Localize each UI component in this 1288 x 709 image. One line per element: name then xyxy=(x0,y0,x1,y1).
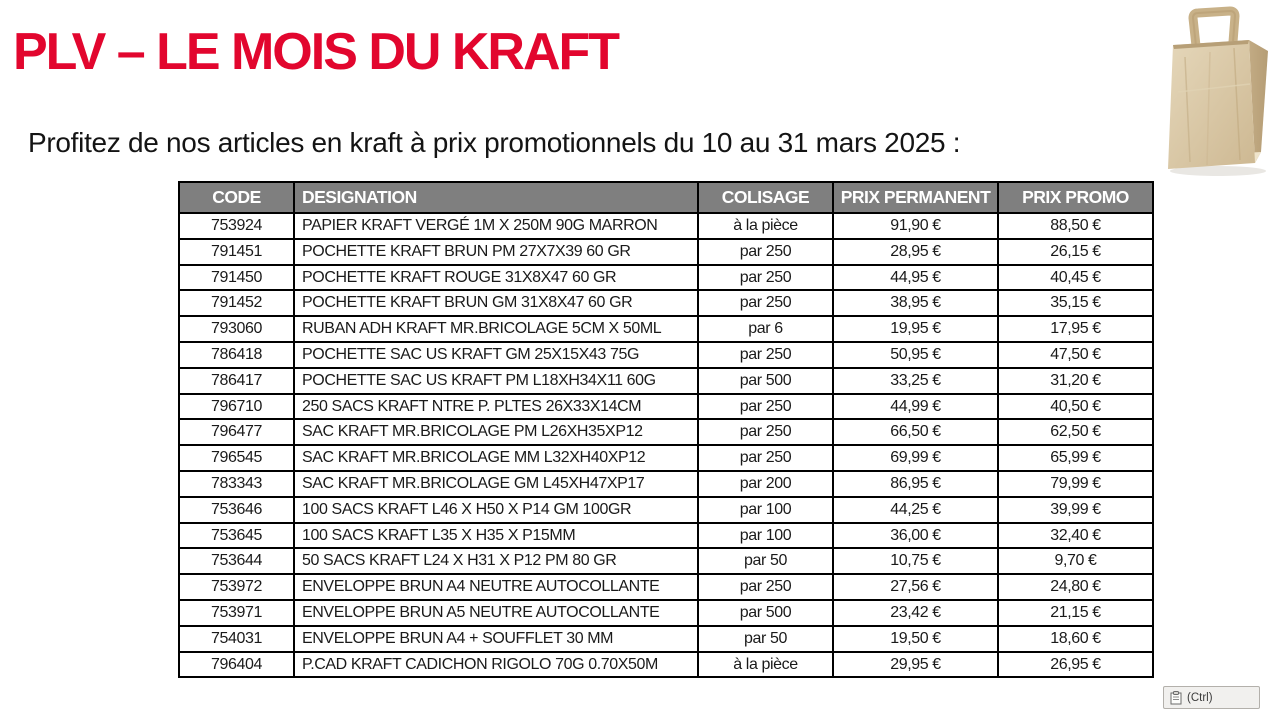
table-row xyxy=(179,239,1153,265)
cell-colisage: par 250 xyxy=(698,265,833,291)
cell-prix-promo: 40,50 € xyxy=(998,394,1153,420)
cell-prix-promo: 39,99 € xyxy=(998,497,1153,523)
cell-designation: PAPIER KRAFT VERGÉ 1M X 250M 90G MARRON xyxy=(294,213,698,239)
cell-colisage: par 250 xyxy=(698,574,833,600)
cell-prix-permanent: 50,95 € xyxy=(833,342,998,368)
table-row xyxy=(179,626,1153,652)
cell-prix-permanent: 28,95 € xyxy=(833,239,998,265)
cell-code: 753971 xyxy=(179,600,294,626)
price-table xyxy=(178,181,1154,678)
table-row xyxy=(179,290,1153,316)
cell-prix-promo: 21,15 € xyxy=(998,600,1153,626)
cell-code: 753646 xyxy=(179,497,294,523)
kraft-bag-image xyxy=(1150,2,1288,178)
table-row xyxy=(179,574,1153,600)
cell-designation: 50 SACS KRAFT L24 X H31 X P12 PM 80 GR xyxy=(294,548,698,574)
cell-designation: 100 SACS KRAFT L46 X H50 X P14 GM 100GR xyxy=(294,497,698,523)
cell-designation: RUBAN ADH KRAFT MR.BRICOLAGE 5CM X 50ML xyxy=(294,316,698,342)
cell-prix-permanent: 19,95 € xyxy=(833,316,998,342)
cell-prix-permanent: 29,95 € xyxy=(833,652,998,678)
cell-designation: ENVELOPPE BRUN A4 + SOUFFLET 30 MM xyxy=(294,626,698,652)
table-row xyxy=(179,652,1153,678)
cell-colisage: par 500 xyxy=(698,600,833,626)
cell-designation: ENVELOPPE BRUN A4 NEUTRE AUTOCOLLANTE xyxy=(294,574,698,600)
cell-prix-promo: 65,99 € xyxy=(998,445,1153,471)
cell-prix-permanent: 44,25 € xyxy=(833,497,998,523)
cell-colisage: par 250 xyxy=(698,239,833,265)
cell-prix-promo: 88,50 € xyxy=(998,213,1153,239)
table-row xyxy=(179,445,1153,471)
paste-options-button[interactable] xyxy=(1163,686,1260,709)
cell-prix-promo: 47,50 € xyxy=(998,342,1153,368)
cell-prix-permanent: 86,95 € xyxy=(833,471,998,497)
column-header-prix-permanent: PRIX PERMANENT xyxy=(833,182,998,213)
cell-code: 753924 xyxy=(179,213,294,239)
cell-code: 786418 xyxy=(179,342,294,368)
cell-prix-promo: 24,80 € xyxy=(998,574,1153,600)
cell-colisage: par 6 xyxy=(698,316,833,342)
cell-code: 791450 xyxy=(179,265,294,291)
cell-designation: ENVELOPPE BRUN A5 NEUTRE AUTOCOLLANTE xyxy=(294,600,698,626)
cell-code: 796545 xyxy=(179,445,294,471)
kraft-bag-graphic xyxy=(1150,2,1288,178)
cell-prix-promo: 18,60 € xyxy=(998,626,1153,652)
cell-prix-permanent: 33,25 € xyxy=(833,368,998,394)
table-row xyxy=(179,419,1153,445)
cell-designation: SAC KRAFT MR.BRICOLAGE GM L45XH47XP17 xyxy=(294,471,698,497)
cell-code: 786417 xyxy=(179,368,294,394)
cell-code: 753972 xyxy=(179,574,294,600)
table-row xyxy=(179,548,1153,574)
cell-designation: 100 SACS KRAFT L35 X H35 X P15MM xyxy=(294,523,698,549)
cell-code: 796477 xyxy=(179,419,294,445)
column-header-code: CODE xyxy=(179,182,294,213)
cell-code: 791452 xyxy=(179,290,294,316)
cell-designation: P.CAD KRAFT CADICHON RIGOLO 70G 0.70X50M xyxy=(294,652,698,678)
cell-designation: 250 SACS KRAFT NTRE P. PLTES 26X33X14CM xyxy=(294,394,698,420)
table-row xyxy=(179,342,1153,368)
cell-prix-promo: 17,95 € xyxy=(998,316,1153,342)
table-row xyxy=(179,471,1153,497)
table-row xyxy=(179,600,1153,626)
cell-designation: SAC KRAFT MR.BRICOLAGE MM L32XH40XP12 xyxy=(294,445,698,471)
cell-code: 753644 xyxy=(179,548,294,574)
cell-colisage: à la pièce xyxy=(698,652,833,678)
cell-code: 783343 xyxy=(179,471,294,497)
cell-prix-permanent: 36,00 € xyxy=(833,523,998,549)
cell-colisage: par 200 xyxy=(698,471,833,497)
cell-prix-permanent: 69,99 € xyxy=(833,445,998,471)
cell-code: 753645 xyxy=(179,523,294,549)
cell-colisage: par 250 xyxy=(698,394,833,420)
table-row xyxy=(179,265,1153,291)
cell-colisage: à la pièce xyxy=(698,213,833,239)
cell-prix-promo: 26,15 € xyxy=(998,239,1153,265)
cell-prix-permanent: 91,90 € xyxy=(833,213,998,239)
cell-colisage: par 250 xyxy=(698,342,833,368)
column-header-designation: DESIGNATION xyxy=(294,182,698,213)
column-header-prix-promo: PRIX PROMO xyxy=(998,182,1153,213)
table-row xyxy=(179,316,1153,342)
cell-code: 791451 xyxy=(179,239,294,265)
cell-prix-promo: 40,45 € xyxy=(998,265,1153,291)
cell-colisage: par 500 xyxy=(698,368,833,394)
cell-colisage: par 250 xyxy=(698,445,833,471)
page-title: PLV – LE MOIS DU KRAFT xyxy=(13,23,619,81)
page-subtitle: Profitez de nos articles en kraft à prix promotionnels du 10 au 31 mars 2025 : xyxy=(28,127,961,158)
cell-designation: POCHETTE KRAFT ROUGE 31X8X47 60 GR xyxy=(294,265,698,291)
cell-prix-permanent: 44,95 € xyxy=(833,265,998,291)
table-row xyxy=(179,368,1153,394)
table-header-row xyxy=(179,182,1153,213)
cell-designation: SAC KRAFT MR.BRICOLAGE PM L26XH35XP12 xyxy=(294,419,698,445)
cell-prix-promo: 79,99 € xyxy=(998,471,1153,497)
cell-prix-promo: 26,95 € xyxy=(998,652,1153,678)
cell-designation: POCHETTE SAC US KRAFT PM L18XH34X11 60G xyxy=(294,368,698,394)
cell-prix-promo: 35,15 € xyxy=(998,290,1153,316)
cell-colisage: par 50 xyxy=(698,626,833,652)
cell-prix-promo: 62,50 € xyxy=(998,419,1153,445)
cell-code: 796404 xyxy=(179,652,294,678)
table-row xyxy=(179,394,1153,420)
table-row xyxy=(179,497,1153,523)
cell-prix-permanent: 38,95 € xyxy=(833,290,998,316)
bag-handle xyxy=(1193,11,1235,46)
paste-options-label: (Ctrl) xyxy=(1187,691,1213,704)
cell-code: 793060 xyxy=(179,316,294,342)
cell-prix-permanent: 44,99 € xyxy=(833,394,998,420)
column-header-colisage: COLISAGE xyxy=(698,182,833,213)
table-row xyxy=(179,213,1153,239)
cell-designation: POCHETTE KRAFT BRUN PM 27X7X39 60 GR xyxy=(294,239,698,265)
cell-colisage: par 100 xyxy=(698,523,833,549)
cell-designation: POCHETTE SAC US KRAFT GM 25X15X43 75G xyxy=(294,342,698,368)
cell-prix-permanent: 23,42 € xyxy=(833,600,998,626)
cell-code: 754031 xyxy=(179,626,294,652)
cell-colisage: par 250 xyxy=(698,419,833,445)
cell-code: 796710 xyxy=(179,394,294,420)
cell-prix-permanent: 27,56 € xyxy=(833,574,998,600)
cell-colisage: par 100 xyxy=(698,497,833,523)
table-row xyxy=(179,523,1153,549)
cell-prix-permanent: 10,75 € xyxy=(833,548,998,574)
cell-colisage: par 50 xyxy=(698,548,833,574)
cell-prix-promo: 31,20 € xyxy=(998,368,1153,394)
cell-designation: POCHETTE KRAFT BRUN GM 31X8X47 60 GR xyxy=(294,290,698,316)
cell-prix-promo: 32,40 € xyxy=(998,523,1153,549)
cell-prix-permanent: 66,50 € xyxy=(833,419,998,445)
cell-prix-promo: 9,70 € xyxy=(998,548,1153,574)
cell-colisage: par 250 xyxy=(698,290,833,316)
clipboard-icon xyxy=(1170,691,1182,705)
cell-prix-permanent: 19,50 € xyxy=(833,626,998,652)
